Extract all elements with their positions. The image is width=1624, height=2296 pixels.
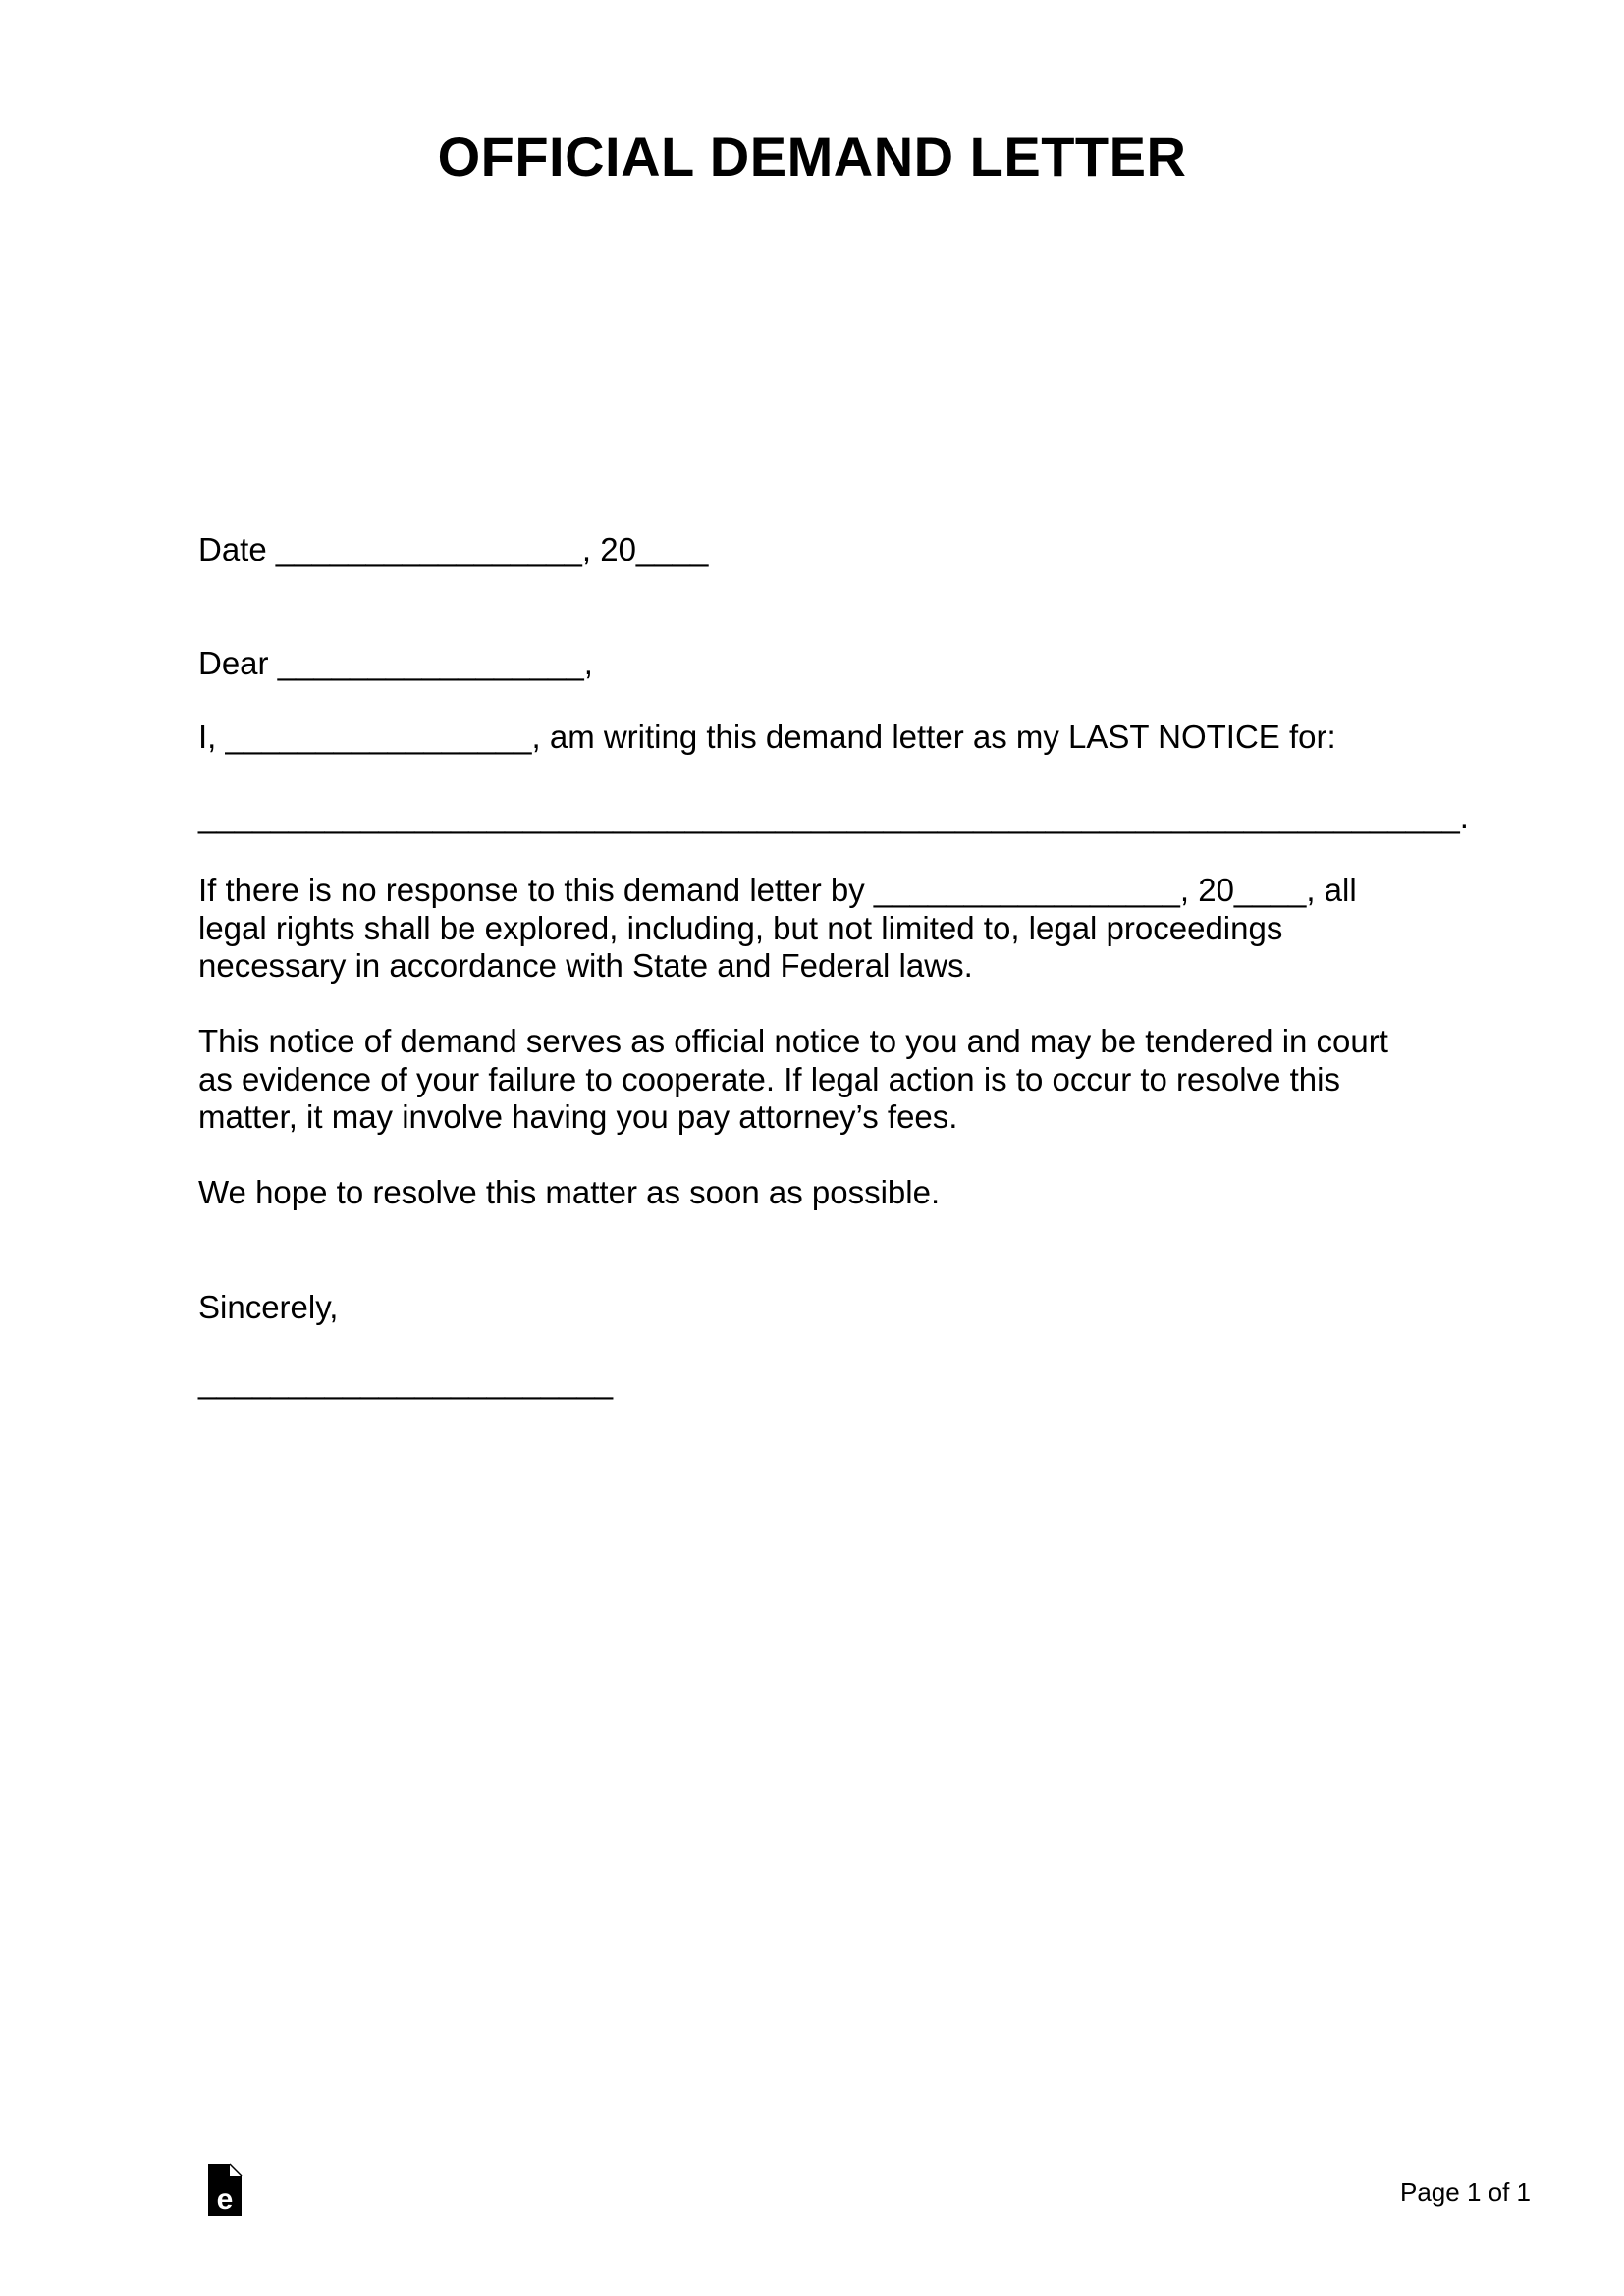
signature-line: _______________________: [198, 1363, 614, 1400]
document-e-icon: [204, 2163, 245, 2217]
salutation-line: Dear _________________,: [198, 645, 593, 681]
closing-line: Sincerely,: [198, 1289, 339, 1325]
document-title: OFFICIAL DEMAND LETTER: [437, 126, 1187, 187]
resolution-paragraph: We hope to resolve this matter as soon as possible.: [198, 1174, 941, 1210]
notice-subject-fill-line: ______________________________________________________________________.: [198, 798, 1469, 834]
svg-text:e: e: [216, 2183, 234, 2216]
date-line: Date _________________, 20____: [198, 531, 709, 567]
official-notice-paragraph: This notice of demand serves as official notice to you and may be tendered in court as evidence of your failure to cooperate. If legal action is to occur to resolve this matter, it may involve having you pay attorney’s fees.: [198, 1023, 1398, 1135]
intro-line: I, _________________, am writing this demand letter as my LAST NOTICE for:: [198, 719, 1336, 755]
page-number: Page 1 of 1: [1400, 2177, 1531, 2207]
response-deadline-paragraph: If there is no response to this demand letter by _________________, 20____, all legal rights shall be explored, including, but not limited to, legal proceedings necessary in accordance with State and Federal laws.: [198, 872, 1366, 984]
